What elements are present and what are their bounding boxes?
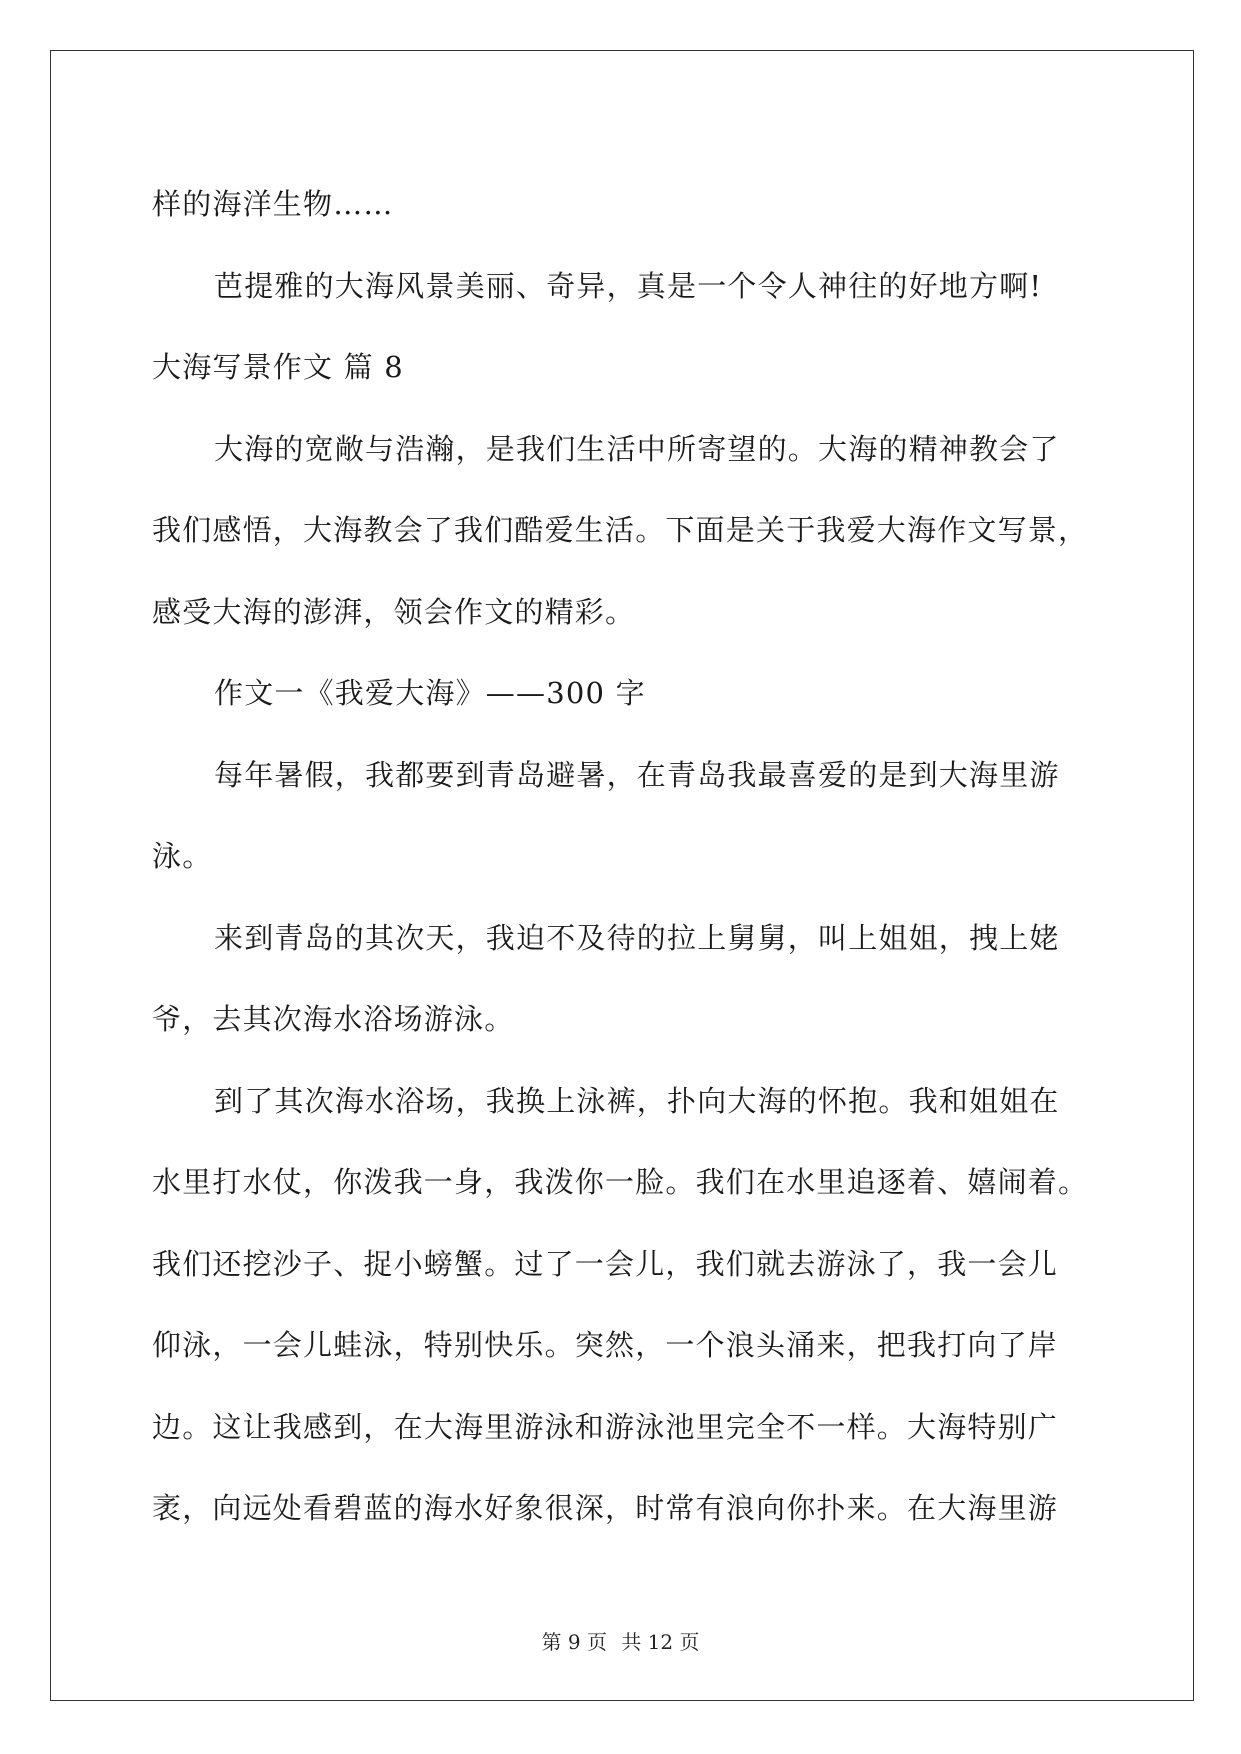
text-line: 袤，向远处看碧蓝的海水好象很深，时常有浪向你扑来。在大海里游	[152, 1491, 1059, 1525]
text-line: 泳。	[152, 839, 213, 873]
text-line: 仰泳，一会儿蛙泳，特别快乐。突然，一个浪头涌来，把我打向了岸	[152, 1328, 1059, 1362]
text-line: 来到青岛的其次天，我迫不及待的拉上舅舅，叫上姐姐，拽上姥	[214, 920, 1060, 955]
section-heading: 大海写景作文 篇 8	[152, 350, 404, 384]
text-line: 到了其次海水浴场，我换上泳裤，扑向大海的怀抱。我和姐姐在	[214, 1083, 1060, 1118]
page-number: 第 9 页	[541, 1630, 607, 1654]
text-line: 芭提雅的大海风景美丽、奇异，真是一个令人神往的好地方啊!	[214, 268, 1043, 303]
page-footer	[0, 1626, 1241, 1655]
text-line: 水里打水仗，你泼我一身，我泼你一脸。我们在水里追逐着、嬉闹着。	[152, 1165, 1089, 1199]
document-body	[152, 164, 1112, 1550]
essay-title: 作文一《我爱大海》——300 字	[214, 676, 646, 710]
text-line: 爷，去其次海水浴场游泳。	[152, 1002, 515, 1036]
text-line: 每年暑假，我都要到青岛避暑，在青岛我最喜爱的是到大海里游	[214, 757, 1060, 792]
text-line: 边。这让我感到，在大海里游泳和游泳池里完全不一样。大海特别广	[152, 1409, 1059, 1444]
text-line: 我们还挖沙子、捉小螃蟹。过了一会儿，我们就去游泳了，我一会儿	[152, 1246, 1059, 1281]
total-pages: 共 12 页	[621, 1630, 700, 1654]
text-line: 感受大海的澎湃，领会作文的精彩。	[152, 594, 636, 629]
text-line: 大海的宽敞与浩瀚，是我们生活中所寄望的。大海的精神教会了	[214, 431, 1060, 466]
text-line: 样的海洋生物……	[152, 187, 394, 221]
text-line: 我们感悟，大海教会了我们酷爱生活。下面是关于我爱大海作文写景，	[152, 513, 1089, 547]
